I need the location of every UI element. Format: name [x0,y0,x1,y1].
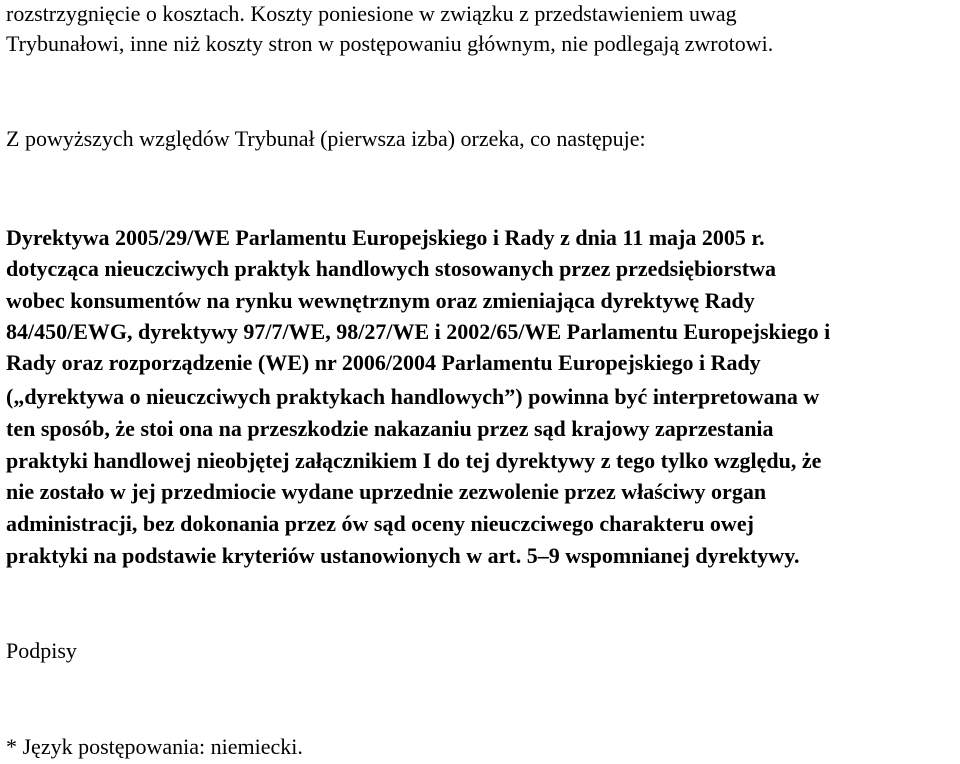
intro-line: Trybunałowi, inne niż koszty stron w postępowaniu głównym, nie podlegają zwrotowi. [6,31,774,56]
ruling-line: praktyki handlowej nieobjętej załącznikiem I do tej dyrektywy z tego tylko względu, że [6,448,822,473]
signatures-label: Podpisy [6,638,77,663]
ruling-line: administracji, bez dokonania przez ów sąd oceny nieuczciwego charakteru owej [6,511,754,536]
ruling-line: dotycząca nieuczciwych praktyk handlowych stosowanych przez przedsiębiorstwa [6,256,776,281]
ruling-line: ten sposób, że stoi ona na przeszkodzie nakazaniu przez sąd krajowy zaprzestania [6,416,774,441]
ruling-line: Dyrektywa 2005/29/WE Parlamentu Europejskiego i Rady z dnia 11 maja 2005 r. [6,225,765,250]
footnote: * Język postępowania: niemiecki. [6,734,303,759]
ruling-line: nie zostało w jej przedmiocie wydane uprzednie zezwolenie przez właściwy organ [6,479,767,504]
ruling-line: wobec konsumentów na rynku wewnętrznym oraz zmieniająca dyrektywę Rady [6,288,755,313]
ruling-line: („dyrektywa o nieuczciwych praktykach handlowych”) powinna być interpretowana w [6,384,820,409]
ruling-line: Rady oraz rozporządzenie (WE) nr 2006/2004 Parlamentu Europejskiego i Rady [6,350,761,375]
ruling-line: praktyki na podstawie kryteriów ustanowionych w art. 5–9 wspomnianej dyrektywy. [6,543,800,568]
ruling-line: 84/450/EWG, dyrektywy 97/7/WE, 98/27/WE i 2002/65/WE Parlamentu Europejskiego i [6,319,831,344]
intro-line: rozstrzygnięcie o kosztach. Koszty poniesione w związku z przedstawieniem uwag [6,1,737,26]
operative-intro: Z powyższych względów Trybunał (pierwsza izba) orzeka, co następuje: [6,126,646,151]
